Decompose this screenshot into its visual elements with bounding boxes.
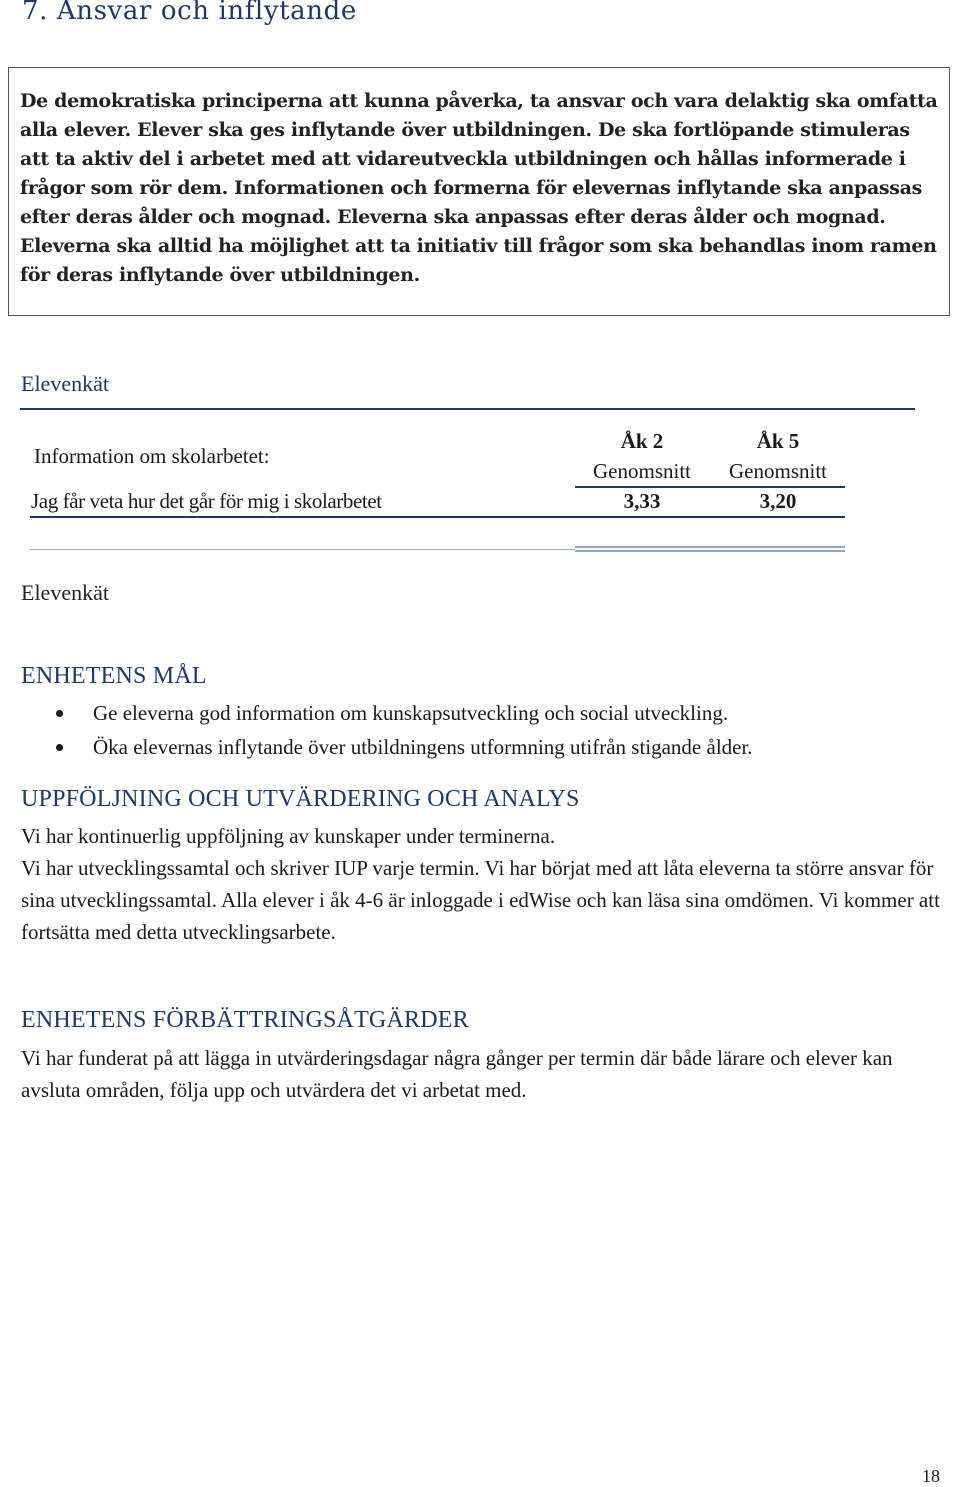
followup-heading: UPPFÖLJNING OCH UTVÄRDERING OCH ANALYS: [21, 786, 580, 812]
info-box: [8, 67, 950, 316]
row-divider: [30, 516, 845, 518]
table-heading: Information om skolarbetet:: [34, 444, 270, 468]
goals-heading: ENHETENS MÅL: [21, 663, 207, 689]
table-row-label: Jag får veta hur det går för mig i skolarbetet: [31, 489, 382, 513]
improvements-heading: ENHETENS FÖRBÄTTRINGSÅTGÄRDER: [21, 1007, 469, 1033]
survey-rule: [20, 408, 915, 410]
column-sub-2: Genomsnitt: [729, 459, 827, 483]
survey-title: Elevenkät: [21, 371, 109, 396]
goal-item: Öka elevernas inflytande över utbildningens utformning utifrån stigande ålder.: [56, 730, 753, 764]
info-box-text: De demokratiska principerna att kunna påverka, ta ansvar och vara delaktig ska omfatta alla elever. Elever ska ges inflytande över utbildningen. De ska fortlöpande stimuleras att ta aktiv del i arbetet med att vidareutveckla utbildningen och hållas informerade i frågor som rör dem. Informationen och formerna för elevernas inflytande ska anpassas efter deras ålder och mognad. Eleverna ska anpassas efter deras ålder och mognad. Eleverna ska alltid ha möjlighet att ta initiativ till frågor som ska behandlas inom ramen för deras inflytande över utbildningen.: [20, 90, 938, 286]
section-title: 7. Ansvar och inflytande: [22, 0, 357, 26]
page-number: 18: [922, 1466, 940, 1486]
column-year-1: Åk 2: [620, 429, 664, 453]
followup-line: Vi har kontinuerlig uppföljning av kunskaper under terminerna.: [21, 824, 556, 848]
column-sub-1: Genomsnitt: [593, 459, 691, 483]
goal-item: Ge eleverna god information om kunskapsutveckling och social utveckling.: [56, 696, 753, 730]
goals-list: [56, 696, 753, 764]
header-divider: [575, 486, 845, 488]
improvements-paragraph: Vi har funderat på att lägga in utvärderingsdagar några gånger per termin där både lärare och elever kan avsluta områden, följa upp och utvärdera det vi arbetat med.: [21, 1046, 893, 1102]
survey-title-repeat: Elevenkät: [21, 580, 109, 605]
table-cell-ak5: 3,20: [759, 489, 797, 513]
table-bottom-rule-left: [30, 549, 575, 550]
column-year-2: Åk 5: [756, 429, 800, 453]
table-bottom-rule: [575, 546, 845, 552]
table-cell-ak2: 3,33: [623, 489, 661, 513]
followup-paragraph: Vi har utvecklingssamtal och skriver IUP varje termin. Vi har börjat med att låta eleverna ta större ansvar för sina utvecklingssamtal. Alla elever i åk 4-6 är inloggade i edWise och kan läsa sina omdömen. Vi kommer att fortsätta med detta utvecklingsarbete.: [21, 856, 940, 944]
